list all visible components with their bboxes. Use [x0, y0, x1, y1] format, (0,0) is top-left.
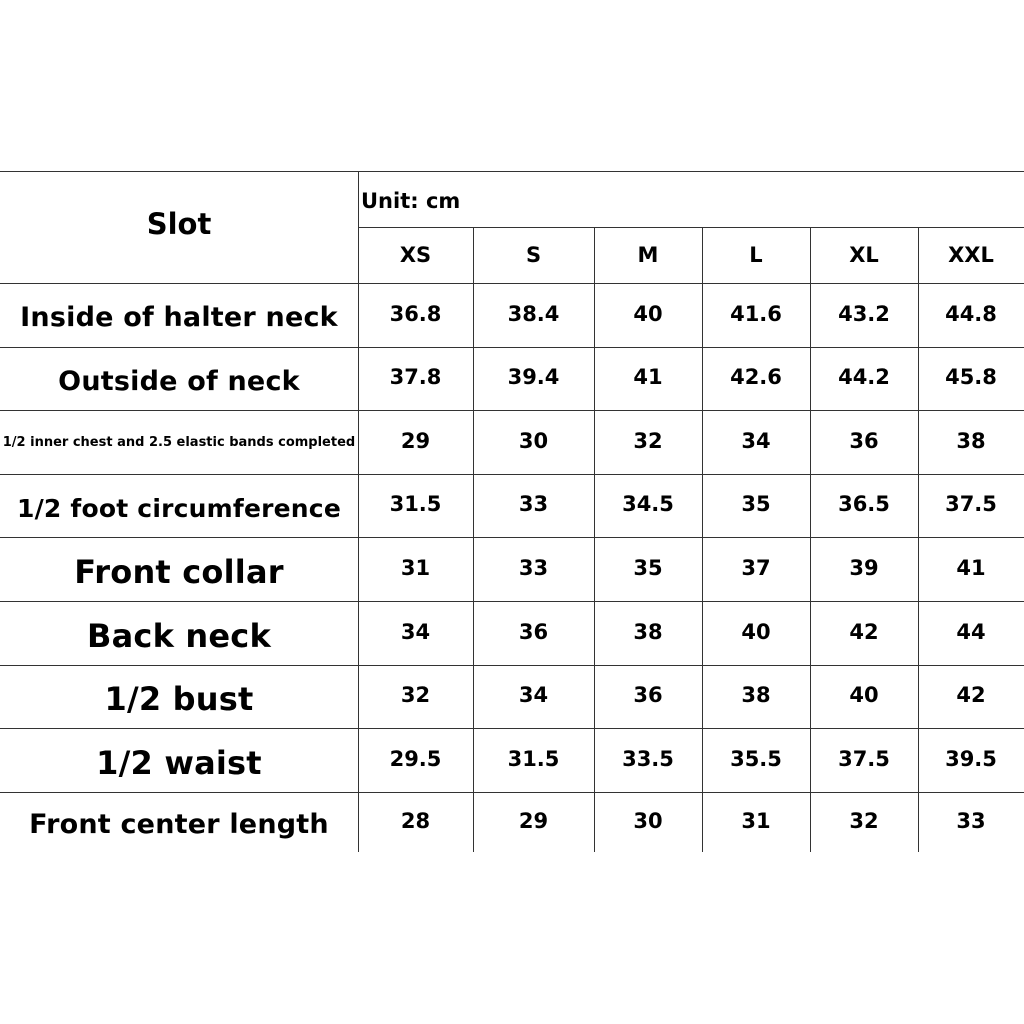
measurement-label: 1/2 waist [96, 743, 262, 782]
measurement-value: 32 [400, 683, 431, 707]
measurement-value: 41 [956, 555, 986, 580]
measurement-value: 31 [741, 808, 771, 833]
size-header: XL [849, 243, 879, 267]
measurement-value: 33 [518, 555, 549, 580]
measurement-value: 40 [849, 683, 879, 707]
measurement-value: 30 [633, 808, 663, 833]
measurement-value: 36 [633, 683, 663, 707]
measurement-value: 32 [849, 808, 879, 833]
size-header: XXL [948, 243, 994, 267]
measurement-value: 41.6 [730, 301, 782, 326]
measurement-value: 29 [518, 808, 549, 833]
measurement-value: 34 [400, 619, 431, 644]
measurement-value: 29 [400, 428, 431, 453]
measurement-value: 38 [956, 428, 986, 453]
measurement-label: Inside of halter neck [20, 302, 338, 333]
measurement-label: 1/2 inner chest and 2.5 elastic bands completed [2, 434, 356, 450]
measurement-label: 1/2 foot circumference [17, 493, 341, 523]
measurement-value: 35 [741, 492, 771, 516]
measurement-label: Back neck [87, 616, 271, 655]
measurement-value: 36 [518, 619, 549, 644]
measurement-value: 36 [849, 428, 879, 453]
measurement-label: Front center length [29, 809, 329, 840]
measurement-value: 35.5 [730, 746, 782, 771]
measurement-value: 34.5 [622, 492, 674, 516]
measurement-value: 31 [400, 555, 431, 580]
measurement-value: 36.8 [389, 301, 442, 326]
measurement-value: 35 [633, 555, 663, 580]
measurement-label: Front collar [74, 552, 284, 591]
measurement-value: 43.2 [838, 301, 890, 326]
measurement-value: 32 [633, 428, 663, 453]
measurement-value: 44.2 [838, 365, 890, 389]
measurement-value: 36.5 [838, 492, 890, 516]
measurement-value: 40 [633, 301, 663, 326]
measurement-value: 31.5 [507, 746, 560, 771]
measurement-value: 45.8 [945, 365, 997, 389]
measurement-value: 34 [518, 683, 549, 707]
measurement-value: 42 [849, 619, 879, 644]
measurement-value: 40 [741, 619, 771, 644]
measurement-value: 33 [518, 492, 549, 516]
measurement-value: 44.8 [945, 301, 997, 326]
size-header: M [637, 243, 659, 267]
measurement-label: Outside of neck [58, 365, 300, 397]
measurement-value: 37 [741, 555, 771, 580]
measurement-value: 39 [849, 555, 879, 580]
size-header: L [749, 243, 763, 267]
measurement-value: 37.5 [838, 746, 890, 771]
size-header: XS [399, 243, 432, 267]
measurement-value: 37.8 [389, 365, 442, 389]
measurement-value: 41 [633, 365, 663, 389]
size-chart-table [0, 171, 1024, 852]
measurement-value: 39.5 [945, 746, 997, 771]
measurement-value: 33 [956, 808, 986, 833]
measurement-value: 31.5 [389, 492, 442, 516]
measurement-value: 39.4 [507, 365, 560, 389]
measurement-value: 42.6 [730, 365, 782, 389]
unit-label: Unit: cm [361, 189, 461, 213]
measurement-value: 28 [400, 808, 431, 833]
measurement-value: 34 [741, 428, 771, 453]
measurement-value: 38 [633, 619, 663, 644]
measurement-value: 44 [956, 619, 986, 644]
measurement-value: 29.5 [389, 746, 442, 771]
measurement-value: 38 [741, 683, 771, 707]
slot-header: Slot [146, 207, 212, 241]
measurement-value: 42 [956, 683, 986, 707]
measurement-value: 33.5 [622, 746, 674, 771]
measurement-value: 38.4 [507, 301, 560, 326]
measurement-label: 1/2 bust [104, 680, 254, 718]
measurement-value: 30 [518, 428, 549, 453]
size-header: S [525, 243, 542, 267]
measurement-value: 37.5 [945, 492, 997, 516]
